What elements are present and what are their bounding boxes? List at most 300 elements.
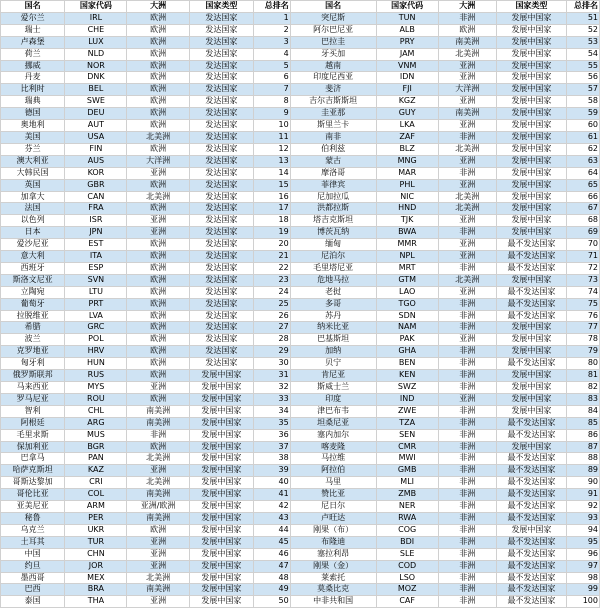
cell-country-type: 发达国家 (189, 286, 253, 298)
cell-country-type: 发展中国家 (189, 572, 253, 584)
table-row (1, 310, 600, 322)
cell-continent: 欧洲 (127, 334, 189, 346)
cell-total-rank: 85 (567, 417, 600, 429)
cell-country-type: 发展中国家 (496, 382, 566, 394)
cell-continent: 欧洲 (127, 239, 189, 251)
cell-country-type: 发展中国家 (496, 370, 566, 382)
cell-country-name: 危地马拉 (290, 274, 376, 286)
cell-country-code: CAN (65, 191, 127, 203)
cell-continent: 亚洲 (438, 120, 496, 132)
cell-country-name: 瑞典 (1, 96, 65, 108)
cell-country-code: LUX (65, 36, 127, 48)
cell-country-code: MEX (65, 572, 127, 584)
cell-total-rank: 66 (567, 191, 600, 203)
cell-country-name: 摩洛哥 (290, 167, 376, 179)
cell-country-type: 发展中国家 (496, 167, 566, 179)
cell-continent: 非洲 (438, 429, 496, 441)
cell-country-type: 发达国家 (189, 179, 253, 191)
cell-total-rank: 11 (254, 131, 291, 143)
cell-total-rank: 5 (254, 60, 291, 72)
table-row (1, 358, 600, 370)
cell-continent: 南美洲 (127, 405, 189, 417)
cell-country-code: ARM (65, 501, 127, 513)
cell-continent: 欧洲 (127, 262, 189, 274)
cell-country-type: 发展中国家 (189, 417, 253, 429)
cell-continent: 亚洲 (127, 548, 189, 560)
cell-continent: 亚洲 (127, 560, 189, 572)
cell-country-code: MLI (376, 477, 438, 489)
header-continent: 大洲 (127, 1, 189, 13)
table-row (1, 215, 600, 227)
cell-continent: 大洋洲 (438, 84, 496, 96)
cell-country-code: MAR (376, 167, 438, 179)
cell-total-rank: 94 (567, 524, 600, 536)
cell-country-type: 发展中国家 (189, 501, 253, 513)
cell-country-name: 德国 (1, 108, 65, 120)
cell-country-code: EST (65, 239, 127, 251)
cell-total-rank: 34 (254, 405, 291, 417)
cell-country-name: 南非 (290, 131, 376, 143)
cell-country-code: ALB (376, 24, 438, 36)
cell-country-code: NPL (376, 251, 438, 263)
cell-continent: 非洲 (438, 358, 496, 370)
cell-total-rank: 78 (567, 334, 600, 346)
cell-total-rank: 100 (567, 596, 600, 608)
cell-country-name: 阿尔巴尼亚 (290, 24, 376, 36)
table-row (1, 393, 600, 405)
cell-country-type: 发展中国家 (496, 48, 566, 60)
cell-country-name: 缅甸 (290, 239, 376, 251)
cell-total-rank: 15 (254, 179, 291, 191)
cell-country-type: 发达国家 (189, 298, 253, 310)
cell-continent: 非洲 (438, 346, 496, 358)
cell-country-type: 发达国家 (189, 36, 253, 48)
cell-country-code: MMR (376, 239, 438, 251)
cell-total-rank: 25 (254, 298, 291, 310)
cell-continent: 北美洲 (127, 453, 189, 465)
cell-country-type: 最不发达国家 (496, 251, 566, 263)
cell-country-code: IDN (376, 72, 438, 84)
cell-continent: 亚洲 (438, 251, 496, 263)
cell-continent: 北美洲 (127, 131, 189, 143)
cell-total-rank: 27 (254, 322, 291, 334)
cell-country-type: 最不发达国家 (496, 465, 566, 477)
cell-country-type: 发达国家 (189, 108, 253, 120)
table-row (1, 322, 600, 334)
cell-country-type: 发展中国家 (496, 84, 566, 96)
cell-total-rank: 86 (567, 429, 600, 441)
cell-continent: 欧洲 (127, 310, 189, 322)
cell-country-type: 最不发达国家 (496, 310, 566, 322)
cell-country-type: 发展中国家 (189, 453, 253, 465)
table-row (1, 108, 600, 120)
cell-country-code: MRT (376, 262, 438, 274)
cell-continent: 亚洲/欧洲 (127, 501, 189, 513)
table-row (1, 60, 600, 72)
cell-country-name: 英国 (1, 179, 65, 191)
cell-country-name: 莱索托 (290, 572, 376, 584)
cell-country-code: PER (65, 512, 127, 524)
cell-country-code: CMR (376, 441, 438, 453)
cell-country-code: BGR (65, 441, 127, 453)
cell-country-type: 发展中国家 (189, 548, 253, 560)
cell-total-rank: 96 (567, 548, 600, 560)
cell-country-type: 发达国家 (189, 310, 253, 322)
cell-total-rank: 56 (567, 72, 600, 84)
cell-continent: 非洲 (438, 548, 496, 560)
cell-country-name: 丹麦 (1, 72, 65, 84)
cell-country-type: 发达国家 (189, 72, 253, 84)
cell-continent: 非洲 (438, 298, 496, 310)
table-row (1, 179, 600, 191)
cell-total-rank: 2 (254, 24, 291, 36)
table-row (1, 286, 600, 298)
cell-country-name: 吉尔吉斯斯坦 (290, 96, 376, 108)
cell-country-name: 哈萨克斯坦 (1, 465, 65, 477)
cell-country-code: COL (65, 489, 127, 501)
cell-country-code: IRL (65, 12, 127, 24)
cell-country-name: 斐济 (290, 84, 376, 96)
cell-total-rank: 90 (567, 477, 600, 489)
cell-continent: 欧洲 (127, 393, 189, 405)
cell-country-name: 泰国 (1, 596, 65, 608)
cell-total-rank: 98 (567, 572, 600, 584)
cell-country-code: ARG (65, 417, 127, 429)
cell-total-rank: 26 (254, 310, 291, 322)
cell-country-type: 发展中国家 (496, 179, 566, 191)
cell-total-rank: 3 (254, 36, 291, 48)
cell-total-rank: 68 (567, 215, 600, 227)
table-row (1, 477, 600, 489)
cell-country-name: 瑞士 (1, 24, 65, 36)
cell-continent: 亚洲 (438, 393, 496, 405)
cell-country-name: 喀麦隆 (290, 441, 376, 453)
cell-country-name: 毛里求斯 (1, 429, 65, 441)
cell-continent: 亚洲 (127, 227, 189, 239)
cell-country-code: NIC (376, 191, 438, 203)
table-row (1, 441, 600, 453)
cell-country-name: 纳米比亚 (290, 322, 376, 334)
table-row (1, 346, 600, 358)
cell-total-rank: 32 (254, 382, 291, 394)
cell-country-name: 挪威 (1, 60, 65, 72)
cell-country-name: 加拿大 (1, 191, 65, 203)
cell-total-rank: 83 (567, 393, 600, 405)
cell-country-type: 发达国家 (189, 120, 253, 132)
cell-country-code: MNG (376, 155, 438, 167)
table-row (1, 524, 600, 536)
cell-total-rank: 7 (254, 84, 291, 96)
cell-country-name: 澳大利亚 (1, 155, 65, 167)
cell-country-name: 津巴布韦 (290, 405, 376, 417)
table-row (1, 36, 600, 48)
cell-country-code: UKR (65, 524, 127, 536)
cell-total-rank: 37 (254, 441, 291, 453)
cell-continent: 非洲 (438, 572, 496, 584)
cell-country-code: MYS (65, 382, 127, 394)
cell-continent: 欧洲 (127, 346, 189, 358)
cell-country-code: SDN (376, 310, 438, 322)
cell-country-name: 罗马尼亚 (1, 393, 65, 405)
cell-country-code: CHN (65, 548, 127, 560)
cell-continent: 亚洲 (438, 179, 496, 191)
cell-continent: 欧洲 (127, 524, 189, 536)
cell-country-type: 发展中国家 (189, 370, 253, 382)
cell-country-type: 最不发达国家 (496, 489, 566, 501)
cell-continent: 非洲 (438, 596, 496, 608)
cell-total-rank: 23 (254, 274, 291, 286)
cell-total-rank: 4 (254, 48, 291, 60)
cell-country-code: NOR (65, 60, 127, 72)
table-row (1, 274, 600, 286)
cell-country-name: 蒙古 (290, 155, 376, 167)
cell-country-type: 发展中国家 (496, 191, 566, 203)
cell-country-name: 大韩民国 (1, 167, 65, 179)
cell-total-rank: 93 (567, 512, 600, 524)
cell-country-type: 发达国家 (189, 239, 253, 251)
cell-country-type: 发达国家 (189, 262, 253, 274)
cell-total-rank: 19 (254, 227, 291, 239)
cell-total-rank: 57 (567, 84, 600, 96)
table-row (1, 536, 600, 548)
cell-total-rank: 43 (254, 512, 291, 524)
cell-country-name: 贝宁 (290, 358, 376, 370)
cell-country-type: 发展中国家 (496, 346, 566, 358)
cell-country-code: COG (376, 524, 438, 536)
cell-continent: 非洲 (438, 489, 496, 501)
cell-country-name: 奥地利 (1, 120, 65, 132)
cell-continent: 亚洲 (438, 60, 496, 72)
cell-country-name: 苏丹 (290, 310, 376, 322)
cell-country-type: 发达国家 (189, 251, 253, 263)
cell-total-rank: 61 (567, 131, 600, 143)
table-header-row (1, 1, 600, 13)
cell-total-rank: 58 (567, 96, 600, 108)
cell-country-type: 发达国家 (189, 155, 253, 167)
cell-country-type: 发达国家 (189, 24, 253, 36)
cell-total-rank: 17 (254, 203, 291, 215)
header-country-type: 国家类型 (189, 1, 253, 13)
cell-total-rank: 60 (567, 120, 600, 132)
cell-total-rank: 28 (254, 334, 291, 346)
table-row (1, 120, 600, 132)
cell-total-rank: 95 (567, 536, 600, 548)
table-row (1, 548, 600, 560)
cell-country-type: 发展中国家 (189, 477, 253, 489)
cell-total-rank: 70 (567, 239, 600, 251)
cell-country-type: 最不发达国家 (496, 572, 566, 584)
cell-country-code: PAN (65, 453, 127, 465)
table-row (1, 572, 600, 584)
cell-total-rank: 74 (567, 286, 600, 298)
cell-total-rank: 87 (567, 441, 600, 453)
cell-country-name: 菲律宾 (290, 179, 376, 191)
cell-country-code: FJI (376, 84, 438, 96)
cell-country-name: 保加利亚 (1, 441, 65, 453)
cell-country-code: THA (65, 596, 127, 608)
cell-country-name: 洪都拉斯 (290, 203, 376, 215)
cell-continent: 非洲 (438, 12, 496, 24)
cell-total-rank: 14 (254, 167, 291, 179)
cell-country-name: 斯威士兰 (290, 382, 376, 394)
cell-continent: 非洲 (438, 524, 496, 536)
table-row (1, 167, 600, 179)
cell-continent: 欧洲 (127, 274, 189, 286)
cell-total-rank: 53 (567, 36, 600, 48)
cell-country-name: 法国 (1, 203, 65, 215)
cell-country-name: 巴西 (1, 584, 65, 596)
cell-total-rank: 72 (567, 262, 600, 274)
cell-country-name: 波兰 (1, 334, 65, 346)
cell-country-name: 塞拉利昂 (290, 548, 376, 560)
cell-country-code: ZWE (376, 405, 438, 417)
cell-country-name: 多哥 (290, 298, 376, 310)
cell-country-name: 以色列 (1, 215, 65, 227)
cell-country-type: 发达国家 (189, 274, 253, 286)
cell-country-name: 尼泊尔 (290, 251, 376, 263)
cell-country-type: 发达国家 (189, 143, 253, 155)
cell-country-code: GUY (376, 108, 438, 120)
cell-continent: 非洲 (438, 370, 496, 382)
cell-country-type: 发展中国家 (496, 120, 566, 132)
table-row (1, 465, 600, 477)
cell-country-name: 肯尼亚 (290, 370, 376, 382)
cell-country-name: 圭亚那 (290, 108, 376, 120)
cell-country-type: 发展中国家 (496, 203, 566, 215)
cell-country-name: 土耳其 (1, 536, 65, 548)
cell-country-name: 约旦 (1, 560, 65, 572)
cell-continent: 欧洲 (127, 358, 189, 370)
cell-country-type: 最不发达国家 (496, 584, 566, 596)
cell-country-code: USA (65, 131, 127, 143)
cell-country-code: DNK (65, 72, 127, 84)
cell-country-type: 发展中国家 (189, 465, 253, 477)
cell-country-name: 莫桑比克 (290, 584, 376, 596)
table-row (1, 155, 600, 167)
cell-country-code: BWA (376, 227, 438, 239)
cell-total-rank: 88 (567, 453, 600, 465)
cell-total-rank: 51 (567, 12, 600, 24)
cell-country-name: 希腊 (1, 322, 65, 334)
cell-continent: 欧洲 (127, 108, 189, 120)
cell-continent: 北美洲 (438, 203, 496, 215)
cell-total-rank: 55 (567, 60, 600, 72)
cell-country-type: 发达国家 (189, 191, 253, 203)
table-row (1, 203, 600, 215)
cell-country-code: FRA (65, 203, 127, 215)
cell-country-code: BEL (65, 84, 127, 96)
cell-continent: 大洋洲 (127, 155, 189, 167)
cell-country-code: LTU (65, 286, 127, 298)
cell-continent: 欧洲 (127, 203, 189, 215)
cell-total-rank: 22 (254, 262, 291, 274)
cell-continent: 欧洲 (127, 60, 189, 72)
cell-country-code: GRC (65, 322, 127, 334)
cell-country-type: 发展中国家 (189, 536, 253, 548)
table-row (1, 429, 600, 441)
table-row (1, 453, 600, 465)
cell-country-code: TUR (65, 536, 127, 548)
cell-country-type: 最不发达国家 (496, 453, 566, 465)
table-row (1, 131, 600, 143)
cell-total-rank: 99 (567, 584, 600, 596)
cell-country-name: 马里 (290, 477, 376, 489)
cell-country-name: 斯里兰卡 (290, 120, 376, 132)
cell-country-type: 发展中国家 (189, 429, 253, 441)
table-row (1, 417, 600, 429)
cell-continent: 欧洲 (127, 36, 189, 48)
cell-country-code: DEU (65, 108, 127, 120)
cell-country-name: 哥伦比亚 (1, 489, 65, 501)
cell-continent: 亚洲 (438, 334, 496, 346)
cell-total-rank: 36 (254, 429, 291, 441)
cell-country-code: JOR (65, 560, 127, 572)
cell-country-code: ESP (65, 262, 127, 274)
cell-country-code: ROU (65, 393, 127, 405)
cell-country-code: NLD (65, 48, 127, 60)
cell-continent: 非洲 (438, 477, 496, 489)
table-row (1, 489, 600, 501)
cell-total-rank: 97 (567, 560, 600, 572)
cell-total-rank: 41 (254, 489, 291, 501)
cell-country-name: 伯利兹 (290, 143, 376, 155)
cell-total-rank: 69 (567, 227, 600, 239)
table-row (1, 560, 600, 572)
cell-continent: 非洲 (438, 310, 496, 322)
cell-country-type: 最不发达国家 (496, 286, 566, 298)
cell-total-rank: 20 (254, 239, 291, 251)
cell-continent: 欧洲 (127, 24, 189, 36)
cell-continent: 欧洲 (127, 286, 189, 298)
cell-country-code: PRT (65, 298, 127, 310)
cell-country-code: BEN (376, 358, 438, 370)
cell-continent: 欧洲 (127, 120, 189, 132)
cell-country-type: 最不发达国家 (496, 429, 566, 441)
cell-country-name: 卢森堡 (1, 36, 65, 48)
cell-country-type: 发展中国家 (496, 405, 566, 417)
cell-country-name: 刚果（金） (290, 560, 376, 572)
cell-continent: 亚洲 (127, 167, 189, 179)
cell-country-name: 斯洛文尼亚 (1, 274, 65, 286)
cell-total-rank: 84 (567, 405, 600, 417)
cell-country-code: LKA (376, 120, 438, 132)
cell-country-type: 发展中国家 (496, 524, 566, 536)
cell-continent: 南美洲 (127, 489, 189, 501)
cell-country-type: 发展中国家 (496, 322, 566, 334)
cell-continent: 欧洲 (127, 48, 189, 60)
cell-country-type: 发展中国家 (189, 596, 253, 608)
cell-country-type: 发达国家 (189, 48, 253, 60)
cell-total-rank: 89 (567, 465, 600, 477)
cell-country-name: 马拉维 (290, 453, 376, 465)
cell-country-type: 发达国家 (189, 203, 253, 215)
cell-country-type: 最不发达国家 (496, 560, 566, 572)
cell-country-code: GTM (376, 274, 438, 286)
cell-country-code: PAK (376, 334, 438, 346)
table-row (1, 262, 600, 274)
cell-country-name: 中国 (1, 548, 65, 560)
cell-country-code: RWA (376, 512, 438, 524)
header-total-rank: 总排名 (567, 1, 600, 13)
cell-country-code: GHA (376, 346, 438, 358)
cell-country-type: 发达国家 (189, 346, 253, 358)
header-country-name: 国名 (1, 1, 65, 13)
cell-country-type: 发展中国家 (496, 215, 566, 227)
cell-country-code: JPN (65, 227, 127, 239)
cell-country-code: MWI (376, 453, 438, 465)
cell-total-rank: 1 (254, 12, 291, 24)
cell-country-type: 发展中国家 (496, 36, 566, 48)
